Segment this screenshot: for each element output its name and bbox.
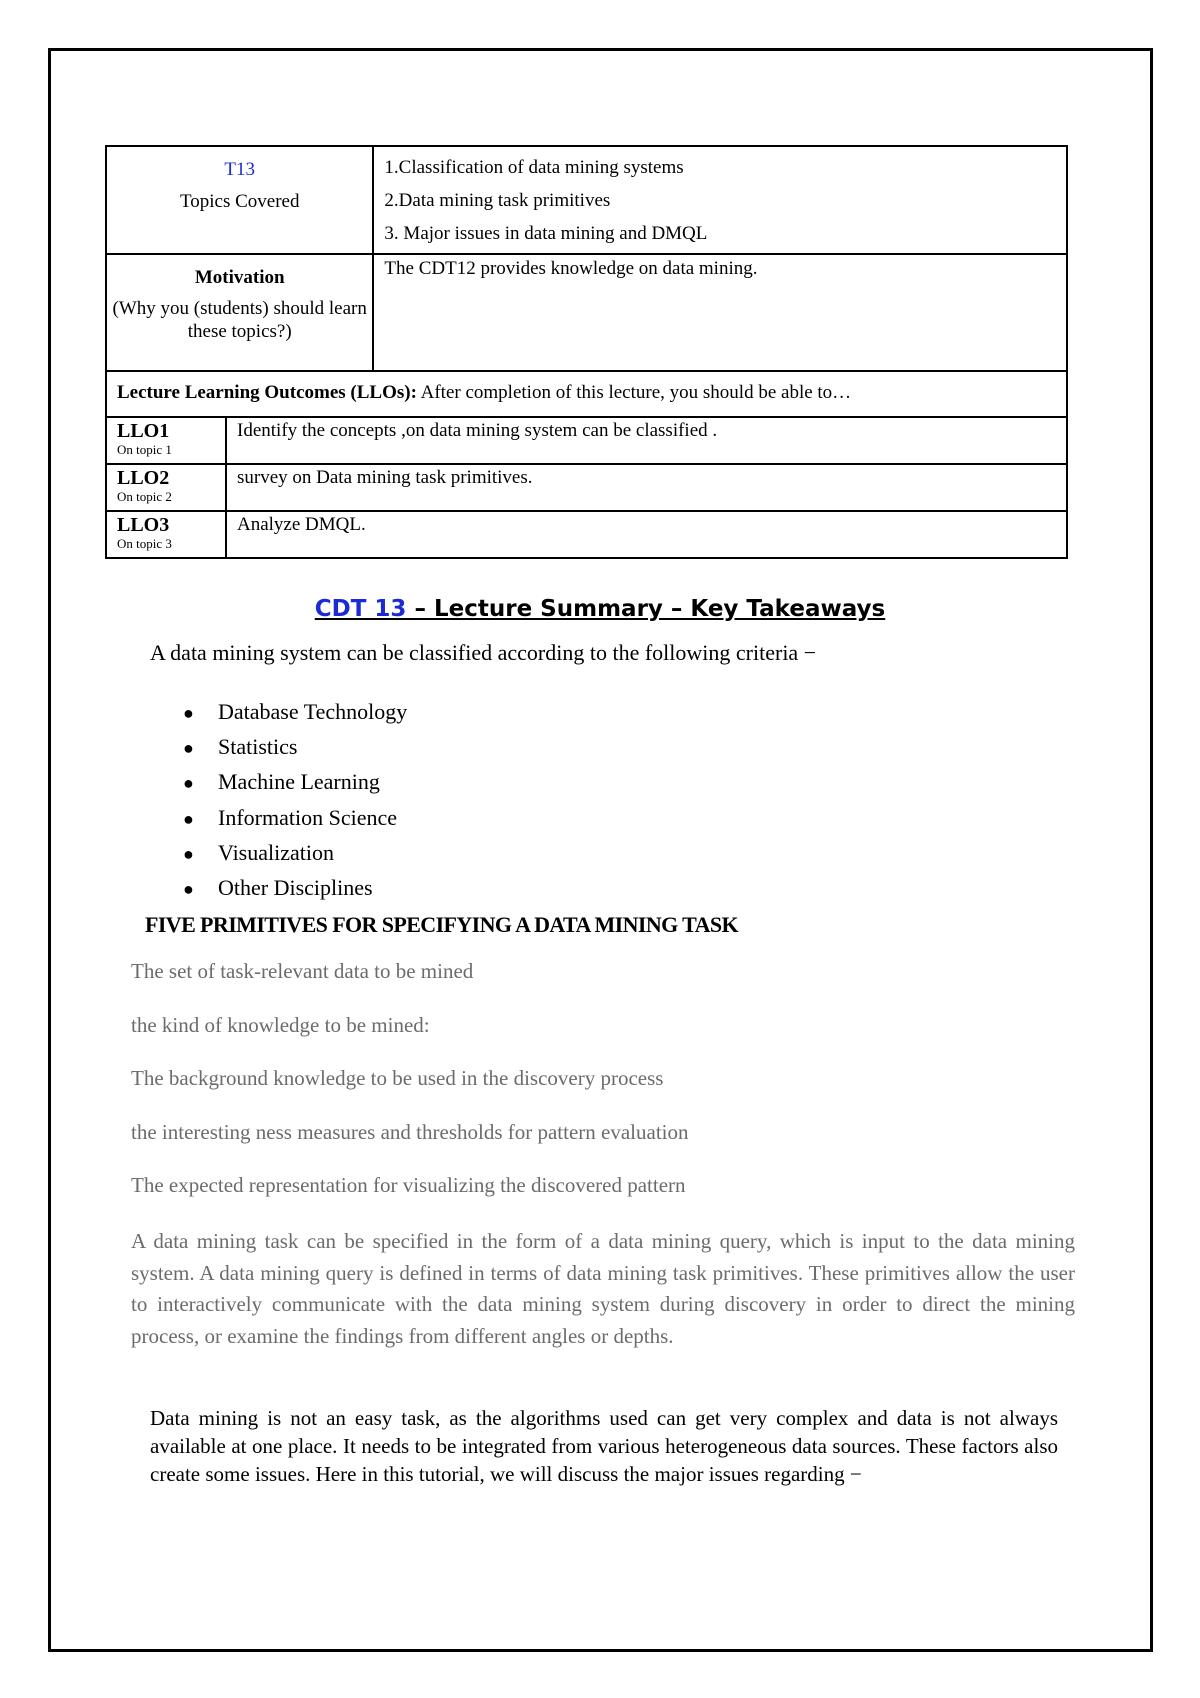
- bullet-icon: ●: [183, 773, 194, 794]
- issues-paragraph: Data mining is not an easy task, as the algorithms used can get very complex and data is not always available at one place. It needs to be integrated from various heterogeneous data sources. These factors also create some issues. Here in this tutorial, we will discuss the major issues regarding −: [150, 1406, 1058, 1486]
- primitive-item: The background knowledge to be used in the discovery process: [131, 1066, 664, 1090]
- motivation-subtitle: (Why you (students) should learn these topics?): [112, 298, 367, 342]
- criteria-label: Machine Learning: [218, 769, 380, 795]
- bullet-icon: ●: [183, 843, 194, 864]
- summary-title-text: – Lecture Summary – Key Takeaways: [406, 596, 886, 622]
- motivation-label: Motivation: [194, 267, 285, 288]
- list-item: [183, 694, 407, 729]
- llo-code: LLO3: [117, 514, 170, 536]
- llo-intro-row: [106, 371, 1067, 417]
- topic-item: 3. Major issues in data mining and DMQL: [384, 223, 708, 244]
- criteria-label: Database Technology: [218, 699, 408, 724]
- summary-title: [0, 596, 1200, 622]
- motivation-row: [106, 254, 1067, 371]
- llo-text: Analyze DMQL.: [226, 511, 1067, 558]
- summary-title-code[interactable]: CDT 13: [314, 596, 407, 622]
- criteria-label: Statistics: [218, 734, 298, 760]
- list-item: [183, 729, 407, 764]
- llo-row: [106, 511, 1067, 558]
- topic-code-cell: [106, 146, 373, 254]
- llo-row: [106, 417, 1067, 464]
- topic-item: 2.Data mining task primitives: [384, 190, 611, 211]
- llo-topic: On topic 2: [117, 489, 172, 504]
- primitives-heading: FIVE PRIMITIVES FOR SPECIFYING A DATA MINING TASK: [145, 912, 739, 937]
- llo-topic: On topic 1: [117, 442, 172, 457]
- llo-intro: [106, 371, 1067, 417]
- bullet-icon: ●: [183, 878, 194, 899]
- topics-row: [106, 146, 1067, 254]
- topics-list: [373, 146, 1067, 254]
- motivation-label-cell: [106, 254, 373, 371]
- llo-text: survey on Data mining task primitives.: [226, 464, 1067, 511]
- llo-id: [106, 511, 226, 558]
- criteria-list: [183, 694, 407, 905]
- llo-code: LLO2: [117, 467, 170, 489]
- llo-intro-label: Lecture Learning Outcomes (LLOs):: [117, 382, 417, 403]
- bullet-icon: ●: [183, 808, 194, 829]
- llo-code: LLO1: [117, 420, 170, 442]
- bullet-icon: ●: [183, 738, 194, 759]
- primitive-item: The set of task-relevant data to be mined: [131, 959, 474, 983]
- llo-row: [106, 464, 1067, 511]
- llo-id: [106, 417, 226, 464]
- topics-covered-label: Topics Covered: [179, 191, 300, 212]
- bullet-icon: ●: [183, 703, 194, 723]
- llo-intro-text: After completion of this lecture, you should be able to…: [416, 382, 852, 403]
- criteria-label: Visualization: [218, 839, 334, 865]
- llo-id: [106, 464, 226, 511]
- list-item: [183, 800, 407, 835]
- llo-topic: On topic 3: [117, 536, 172, 551]
- primitive-item: The expected representation for visualizing the discovered pattern: [131, 1173, 686, 1197]
- list-item: [183, 870, 407, 905]
- list-item: [183, 835, 407, 870]
- llo-text: Identify the concepts ,on data mining system can be classified .: [226, 417, 1067, 464]
- criteria-intro: A data mining system can be classified according to the following criteria −: [150, 640, 817, 665]
- query-paragraph: A data mining task can be specified in the form of a data mining query, which is input to the data mining system. A data mining query is defined in terms of data mining task primitives. These primitives allow the user to interactively communicate with the data mining system during discovery in order to direct the mining process, or examine the findings from different angles or depths.: [131, 1229, 1075, 1348]
- primitive-item: the interesting ness measures and thresholds for pattern evaluation: [131, 1120, 689, 1144]
- primitive-item: the kind of knowledge to be mined:: [131, 1013, 430, 1037]
- topic-item: 1.Classification of data mining systems: [384, 157, 684, 178]
- motivation-text: The CDT12 provides knowledge on data mining.: [373, 254, 1067, 371]
- list-item: [183, 764, 407, 799]
- topic-code: T13: [224, 159, 256, 180]
- criteria-label: Other Disciplines: [218, 874, 373, 900]
- header-table: [105, 145, 1068, 559]
- criteria-label: Information Science: [218, 804, 397, 830]
